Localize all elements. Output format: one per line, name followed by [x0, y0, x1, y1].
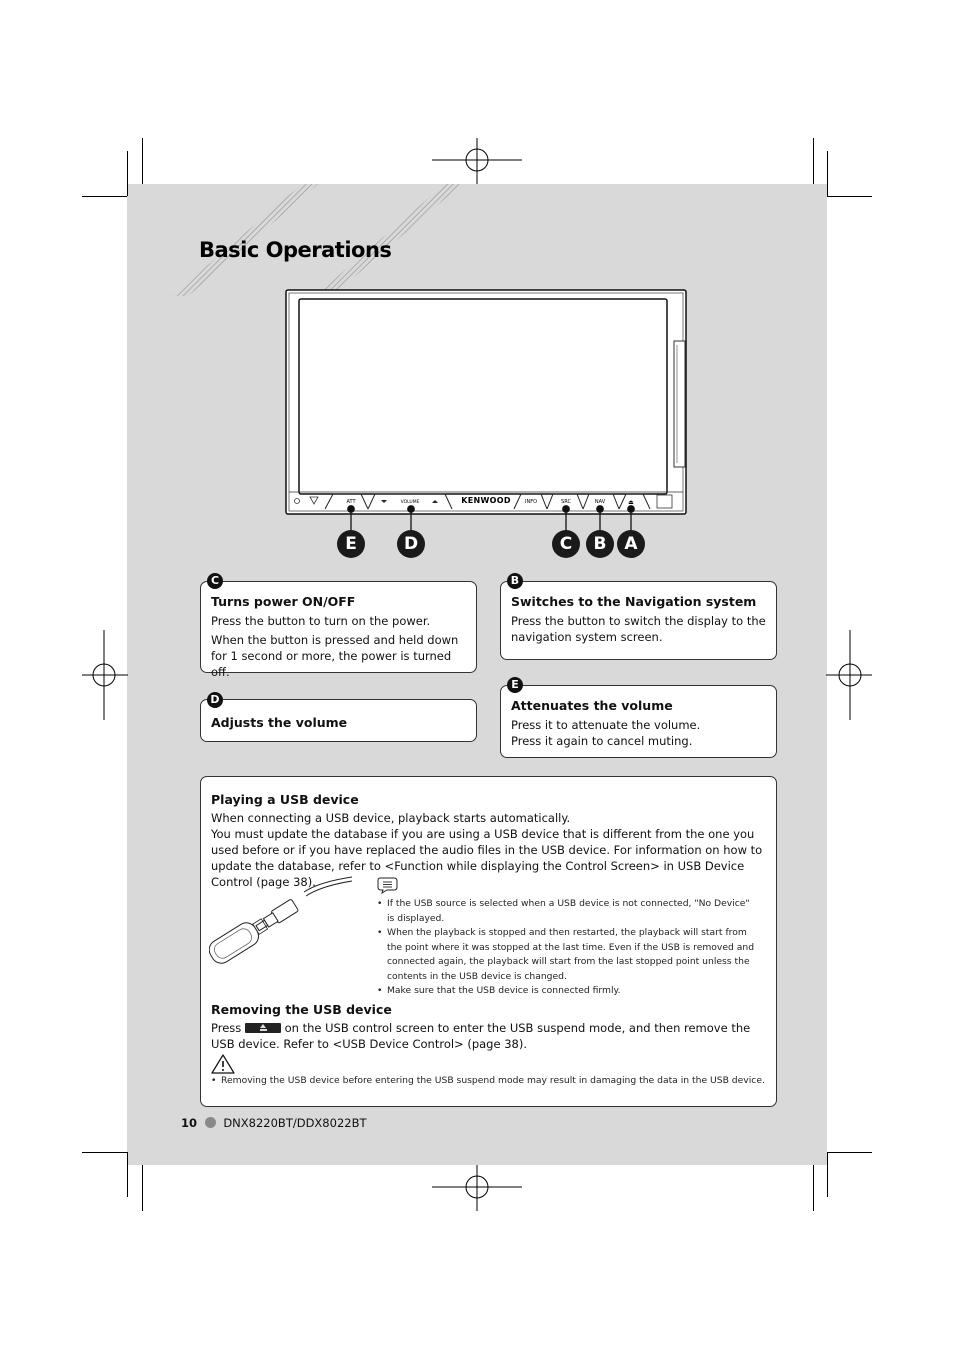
tag-b: B [507, 573, 523, 589]
info-box-power [200, 581, 477, 679]
page-number: 10 [181, 1116, 198, 1130]
callout-d: D [397, 530, 425, 558]
page-title: Basic Operations [199, 238, 392, 262]
usb-note-3: • Make sure that the USB device is connected firmly. [377, 984, 757, 999]
power-title: Turns power ON/OFF [211, 594, 356, 609]
usb-drive-illustration [209, 872, 359, 967]
page-footer [181, 1116, 367, 1130]
model-name: DNX8220BT/DDX8022BT [223, 1116, 367, 1130]
registration-mark-bottom [432, 1165, 522, 1211]
usb-warning: • Removing the USB device before entering the USB suspend mode may result in damaging the data in the USB device. [211, 1074, 771, 1089]
info-box-attenuate [500, 685, 777, 758]
tag-e: E [507, 677, 523, 693]
footer-dot-icon [205, 1117, 216, 1128]
callout-a: A [617, 530, 645, 558]
usb-notes [377, 897, 757, 999]
usb-note-1: • If the USB source is selected when a USB device is not connected, "No Device" is displayed. [377, 897, 757, 926]
info-box-volume [200, 699, 477, 742]
src-button-label: SRC [561, 499, 571, 505]
usb-para-1: When connecting a USB device, playback starts automatically. [211, 811, 571, 825]
attenuate-title: Attenuates the volume [511, 698, 673, 713]
usb-note-2: • When the playback is stopped and then restarted, the playback will start from the point where it was stopped at the last time. Even if the USB is removed and connected again, the playback will start from the last stopped point unless the contents in the USB device is changed. [377, 926, 757, 984]
volume-label: VOLUME [400, 500, 420, 505]
eject-icon: ⏏ [628, 499, 634, 506]
nav-button-label: NAV [594, 499, 606, 505]
navigation-title: Switches to the Navigation system [511, 594, 757, 609]
power-line-1: Press the button to turn on the power. [211, 614, 431, 628]
brand-logo: KENWOOD [461, 496, 511, 505]
callout-leaders [0, 0, 954, 600]
info-box-navigation [500, 581, 777, 660]
info-button-label: INFO [524, 499, 538, 505]
volume-title: Adjusts the volume [211, 715, 348, 730]
remove-usb-text: Press on the USB control screen to enter the USB suspend mode, and then remove the USB device. Refer to <USB Device Control> (page 38). [211, 1021, 751, 1051]
registration-mark-left [82, 630, 128, 720]
callout-e: E [337, 530, 365, 558]
callout-b: B [586, 530, 614, 558]
registration-mark-right [826, 630, 872, 720]
warning-icon [211, 1054, 235, 1074]
attenuate-line-2: Press it again to cancel muting. [511, 734, 693, 748]
callout-c: C [552, 530, 580, 558]
usb-title: Playing a USB device [211, 792, 359, 807]
tag-d: D [207, 692, 223, 708]
remove-usb-title: Removing the USB device [211, 1002, 392, 1017]
attenuate-line-1: Press it to attenuate the volume. [511, 718, 701, 732]
usb-para-2: You must update the database if you are using a USB device that is different from the one you used before or if you have replaced the audio files in the USB device. For information on how to update the database, refer to <Function while displaying the Control Screen> in USB Device Control (page 38). [211, 827, 763, 889]
power-line-2: When the button is pressed and held down for 1 second or more, the power is turned off. [211, 633, 459, 679]
tag-c: C [207, 573, 223, 589]
note-icon [377, 876, 399, 894]
navigation-line-1: Press the button to switch the display to the navigation system screen. [511, 614, 766, 644]
usb-section [200, 776, 777, 1107]
eject-button-icon [245, 1023, 281, 1033]
att-button-label: ATT [346, 499, 356, 505]
